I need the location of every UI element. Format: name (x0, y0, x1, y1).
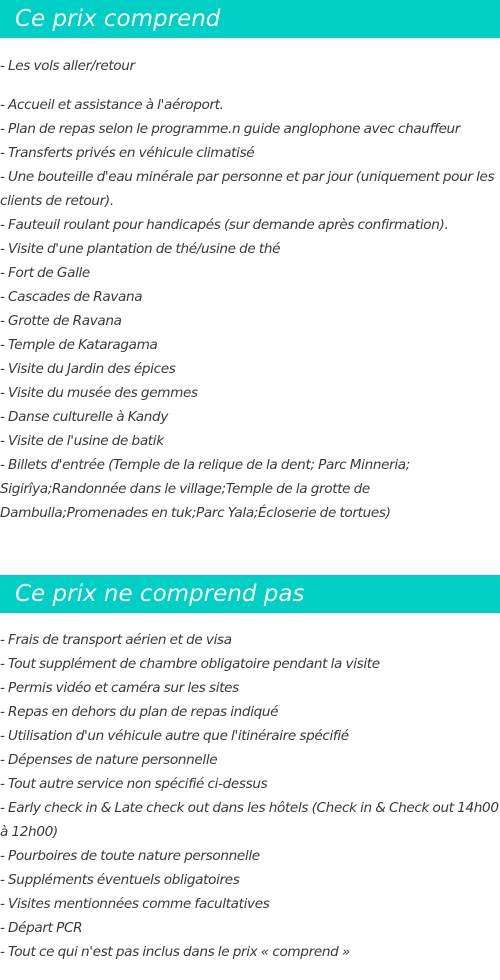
list-item: - Tout autre service non spécifié ci-dessus (0, 776, 268, 792)
list-item: - Départ PCR (0, 920, 83, 936)
list-item: - Early check in & Late check out dans les hôtels (Check in & Check out 14h00 à 12h00) (0, 800, 499, 840)
list-item: - Repas en dehors du plan de repas indiqué (0, 704, 279, 720)
excludes-section-header: Ce prix ne comprend pas (0, 575, 500, 613)
list-item: - Visite d'une plantation de thé/usine de thé (0, 241, 281, 257)
list-item: - Une bouteille d'eau minérale par personne et par jour (uniquement pour les clients de retour). (0, 169, 495, 209)
list-item: - Dépenses de nature personnelle (0, 752, 218, 768)
includes-list (0, 93, 500, 525)
list-item: - Les vols aller/retour (0, 58, 135, 74)
list-item: - Temple de Kataragama (0, 337, 158, 353)
list-item: - Cascades de Ravana (0, 289, 143, 305)
list-item: - Permis vidéo et caméra sur les sites (0, 680, 239, 696)
list-item: - Fort de Galle (0, 265, 90, 281)
list-item: - Fauteuil roulant pour handicapés (sur demande après confirmation). (0, 217, 449, 233)
excludes-list (0, 628, 500, 964)
list-item: - Suppléments éventuels obligatoires (0, 872, 240, 888)
list-item: - Visite du musée des gemmes (0, 385, 198, 401)
list-item: - Visites mentionnées comme facultatives (0, 896, 270, 912)
list-item: - Transferts privés en véhicule climatisé (0, 145, 255, 161)
list-item: - Danse culturelle à Kandy (0, 409, 169, 425)
list-item: - Visite de l'usine de batik (0, 433, 164, 449)
list-item: - Accueil et assistance à l'aéroport. (0, 97, 224, 113)
list-item: - Grotte de Ravana (0, 313, 122, 329)
list-item: - Utilisation d'un véhicule autre que l'itinéraire spécifié (0, 728, 349, 744)
list-item: - Pourboires de toute nature personnelle (0, 848, 260, 864)
includes-section-header: Ce prix comprend (0, 0, 500, 38)
list-item: - Billets d'entrée (Temple de la relique de la dent; Parc Minneria; Sigirîya;Randonnée dans le village;Temple de la grotte de Dambulla;Promenades en tuk;Parc Yala;Écloserie de tortues) (0, 457, 411, 521)
list-item: - Visite du Jardin des épices (0, 361, 176, 377)
list-item: - Frais de transport aérien et de visa (0, 632, 232, 648)
list-item: - Plan de repas selon le programme.n guide anglophone avec chauffeur (0, 121, 460, 137)
list-item: - Tout supplément de chambre obligatoire pendant la visite (0, 656, 380, 672)
list-item: - Tout ce qui n'est pas inclus dans le prix « comprend » (0, 944, 350, 960)
includes-first-list (0, 54, 500, 78)
